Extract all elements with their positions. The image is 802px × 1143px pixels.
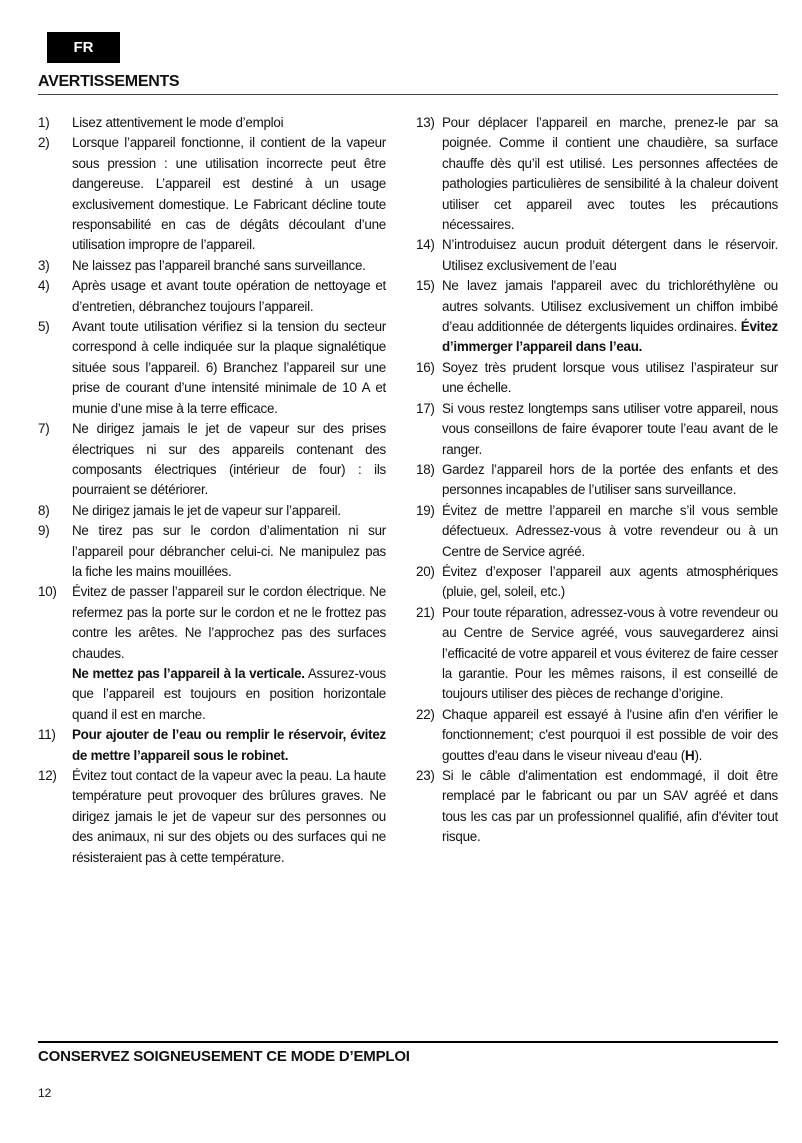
warning-item <box>416 705 778 766</box>
item-number: 7) <box>38 421 50 437</box>
item-text: Si vous restez longtemps sans utiliser votre appareil, nous vous conseillons de faire évaporer toute l’eau avant de le ranger. <box>442 400 778 457</box>
item-text: Ne laissez pas l’appareil branché sans surveillance. <box>72 257 366 273</box>
section-title: AVERTISSEMENTS <box>38 73 180 90</box>
warning-item <box>38 276 386 317</box>
item-text: Gardez l’appareil hors de la portée des enfants et des personnes incapables de l’utiliser sans surveillance. <box>442 461 778 498</box>
item-text: Ne dirigez jamais le jet de vapeur sur l’appareil. <box>72 502 341 518</box>
item-number: 19) <box>416 502 435 518</box>
item-text: Ne tirez pas sur le cordon d’alimentation ni sur l’appareil pour débrancher celui-ci. Ne manipulez pas la fiche les mains mouillées. <box>72 523 386 579</box>
warnings-column-left <box>38 113 386 868</box>
item-text: Chaque appareil est essayé à l'usine afin d'en vérifier le fonctionnement; c'est pourquoi il est possible de voir des gouttes d'eau dans le viseur niveau d'eau ( <box>442 706 778 763</box>
item-text: Évitez d’exposer l’appareil aux agents atmosphériques (pluie, gel, soleil, etc.) <box>442 563 778 600</box>
item-number: 23) <box>416 768 435 783</box>
item-text: Évitez de mettre l’appareil en marche s’il vous semble défectueux. Adressez-vous à votre revendeur ou à un Centre de Service agréé. <box>442 502 778 559</box>
item-text: Lorsque l’appareil fonctionne, il contient de la vapeur sous pression : une utilisation incorrecte peut être dangereuse. L’appareil est destiné à un usage exclusivement domestique. Le Fabricant décline toute responsabilité en cas de dégâts découlant d’une utilisation impropre de l’appareil. <box>72 135 386 253</box>
item-paragraph <box>442 766 778 848</box>
item-paragraph <box>72 725 386 766</box>
item-paragraph <box>442 276 778 358</box>
item-paragraph <box>442 235 778 276</box>
item-number: 12) <box>38 768 57 783</box>
warning-item <box>416 276 778 358</box>
item-number: 15) <box>416 278 435 294</box>
item-text-bold: Ne mettez pas l’appareil à la verticale. <box>72 665 305 681</box>
item-number: 2) <box>38 135 50 151</box>
item-text: Si le câble d'alimentation est endommagé, il doit être remplacé par le fabricant ou par un SAV agréé et dans tous les cas par un professionnel qualifié, afin d'éviter tout risque. <box>442 768 778 845</box>
item-text: Avant toute utilisation vérifiez si la tension du secteur correspond à celle indiquée sur la plaque signalétique située sous l’appareil. 6) Branchez l’appareil sur une prise de courant d’une intensité minimale de 10 A et munie d’une mise à la terre efficace. <box>72 319 386 416</box>
item-number: 10) <box>38 584 57 600</box>
warning-item <box>38 501 386 521</box>
warning-item <box>38 419 386 501</box>
item-number: 4) <box>38 278 50 294</box>
item-text: Après usage et avant toute opération de nettoyage et d’entretien, débranchez toujours l’appareil. <box>72 278 386 314</box>
warning-item <box>416 399 778 460</box>
warning-item <box>38 725 386 766</box>
item-paragraph <box>72 521 386 582</box>
item-paragraph <box>442 705 778 766</box>
item-number: 22) <box>416 706 435 722</box>
footer-divider <box>38 1041 778 1043</box>
language-tag <box>47 32 120 63</box>
item-text: N’introduisez aucun produit détergent dans le réservoir. Utilisez exclusivement de l’eau <box>442 237 778 273</box>
warnings-column-right <box>416 113 778 848</box>
item-text: Ne dirigez jamais le jet de vapeur sur des prises électriques ni sur des appareils contenant des composants électriques (intérieur de four) : ils pourraient se détériorer. <box>72 421 386 498</box>
warning-item <box>38 766 386 868</box>
item-text: Pour déplacer l’appareil en marche, prenez-le par sa poignée. Comme il contient une chaudière, sa surface chauffe dès qu’il est utilisé. Les personnes affectées de pathologies particulières de sensibilité à la chaleur doivent utiliser cet appareil avec toutes les précautions nécessaires. <box>442 115 778 233</box>
warning-item <box>38 113 386 133</box>
page-number: 12 <box>38 1086 52 1100</box>
warning-item <box>416 603 778 705</box>
item-paragraph <box>72 133 386 255</box>
item-paragraph <box>442 358 778 399</box>
item-text: Lisez attentivement le mode d’emploi <box>72 115 284 130</box>
item-paragraph <box>72 664 386 725</box>
item-paragraph <box>72 256 386 276</box>
item-paragraph <box>442 399 778 460</box>
item-number: 8) <box>38 502 50 518</box>
warning-item <box>416 460 778 501</box>
item-text: Ne lavez jamais l'appareil avec du trichloréthylène ou autres solvants. Utilisez exclusivement un chiffon imbibé d’eau additionnée de détergents liquides ordinaires. <box>442 278 778 335</box>
item-paragraph <box>442 460 778 501</box>
warning-item <box>38 521 386 582</box>
item-number: 18) <box>416 461 435 477</box>
footer-note: CONSERVEZ SOIGNEUSEMENT CE MODE D’EMPLOI <box>38 1048 410 1065</box>
item-text: Pour toute réparation, adressez-vous à votre revendeur ou au Centre de Service agréé, vous sauvegarderez ainsi l’efficacité de votre appareil et vous éviterez de faire cesser la garantie. Pour les mêmes raisons, il est conseillé de toujours utiliser des pièces de rechange d’origine. <box>442 604 778 702</box>
item-paragraph <box>72 276 386 317</box>
item-paragraph <box>72 419 386 501</box>
warning-item <box>416 235 778 276</box>
item-text: Évitez tout contact de la vapeur avec la peau. La haute température peut provoquer des brûlures graves. Ne dirigez jamais le jet de vapeur sur des personnes ou des animaux, ni sur des objets ou des surfaces qui ne résisteraient pas à cette température. <box>72 768 386 865</box>
item-number: 17) <box>416 400 435 416</box>
item-paragraph <box>72 317 386 419</box>
language-tag-label: FR <box>73 39 94 56</box>
item-number: 16) <box>416 359 435 375</box>
item-number: 14) <box>416 237 435 253</box>
item-paragraph <box>442 113 778 235</box>
warning-item <box>38 317 386 419</box>
item-number: 5) <box>38 319 50 335</box>
item-text-bold: Pour ajouter de l’eau ou remplir le réservoir, évitez de mettre l’appareil sous le robinet. <box>72 727 386 763</box>
item-paragraph <box>72 766 386 868</box>
item-number: 9) <box>38 523 50 539</box>
item-paragraph <box>72 582 386 664</box>
item-number: 1) <box>38 115 50 130</box>
warning-item <box>416 501 778 562</box>
warning-item <box>38 133 386 255</box>
title-divider <box>38 94 778 95</box>
warning-item <box>38 256 386 276</box>
item-text: Soyez très prudent lorsque vous utilisez l’aspirateur sur une échelle. <box>442 359 778 396</box>
item-number: 13) <box>416 115 435 130</box>
item-paragraph <box>442 501 778 562</box>
item-text: Assurez-vous que l’appareil est toujours en position horizontale quand il est en marche. <box>72 665 386 722</box>
item-paragraph <box>442 603 778 705</box>
item-text-bold: Évitez d’immerger l’appareil dans l’eau. <box>442 319 778 355</box>
item-paragraph <box>72 501 386 521</box>
item-paragraph <box>72 113 386 133</box>
item-number: 20) <box>416 563 435 579</box>
warning-item <box>416 113 778 235</box>
item-number: 21) <box>416 604 435 620</box>
item-number: 3) <box>38 257 50 273</box>
item-text: Évitez de passer l’appareil sur le cordon électrique. Ne refermez pas la porte sur le cordon et ne le frottez pas contre les arêtes. Ne l’approchez pas des surfaces chaudes. <box>72 584 386 661</box>
warning-item <box>38 582 386 725</box>
warning-item <box>416 766 778 848</box>
item-number: 11) <box>38 727 56 743</box>
item-text: ). <box>694 747 703 763</box>
item-paragraph <box>442 562 778 603</box>
warning-item <box>416 562 778 603</box>
warning-item <box>416 358 778 399</box>
item-text-bold: H <box>685 747 695 763</box>
